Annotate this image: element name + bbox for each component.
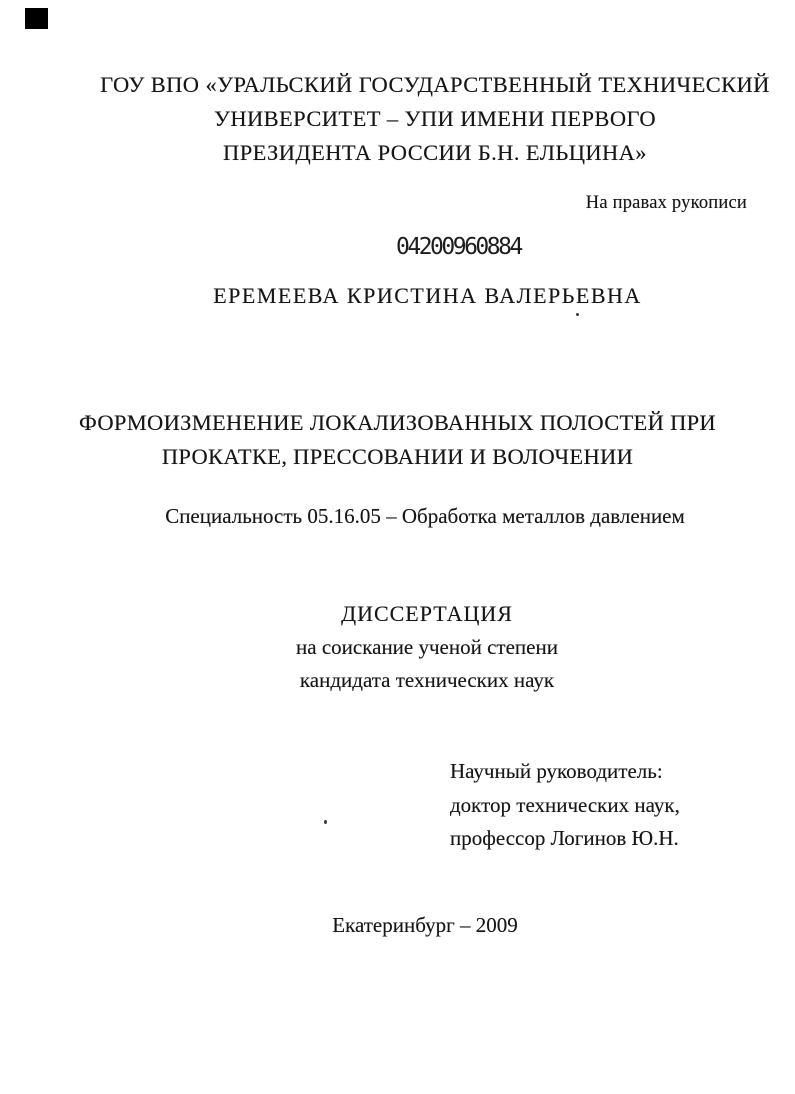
institution-block — [75, 68, 795, 170]
supervisor-degree: доктор технических наук, — [450, 792, 680, 817]
institution-line: ПРЕЗИДЕНТА РОССИИ Б.Н. ЕЛЬЦИНА» — [223, 140, 647, 165]
city-year: Екатеринбург – 2009 — [332, 913, 518, 937]
dissertation-degree-line: на соискание ученой степени — [296, 634, 558, 659]
dissertation-title-line: ПРОКАТКЕ, ПРЕССОВАНИИ И ВОЛОЧЕНИИ — [161, 444, 634, 469]
supervisor-label: Научный руководитель: — [450, 759, 663, 783]
institution-line: ГОУ ВПО «УРАЛЬСКИЙ ГОСУДАРСТВЕННЫЙ ТЕХНИЧЕСКИЙ — [100, 72, 770, 97]
author-name: ЕРЕМЕЕВА КРИСТИНА ВАЛЕРЬЕВНА — [213, 283, 642, 308]
specialty-line: Специальность 05.16.05 – Обработка металлов давлением — [165, 504, 685, 528]
scan-artifact-square — [25, 8, 48, 29]
dissertation-heading: ДИССЕРТАЦИЯ — [341, 601, 513, 626]
supervisor-block — [450, 755, 680, 856]
institution-line: УНИВЕРСИТЕТ – УПИ ИМЕНИ ПЕРВОГО — [214, 106, 656, 131]
dissertation-title — [0, 406, 795, 474]
dissertation-degree-block — [57, 597, 795, 698]
registration-number: 04200960884 — [396, 234, 521, 260]
scan-speck — [576, 313, 579, 316]
dissertation-degree-line: кандидата технических наук — [299, 668, 555, 692]
scan-speck — [324, 820, 327, 824]
supervisor-name: профессор Логинов Ю.Н. — [450, 826, 679, 850]
dissertation-title-line: ФОРМОИЗМЕНЕНИЕ ЛОКАЛИЗОВАННЫХ ПОЛОСТЕЙ ПРИ — [79, 410, 716, 435]
manuscript-rights-note: На правах рукописи — [585, 193, 747, 213]
